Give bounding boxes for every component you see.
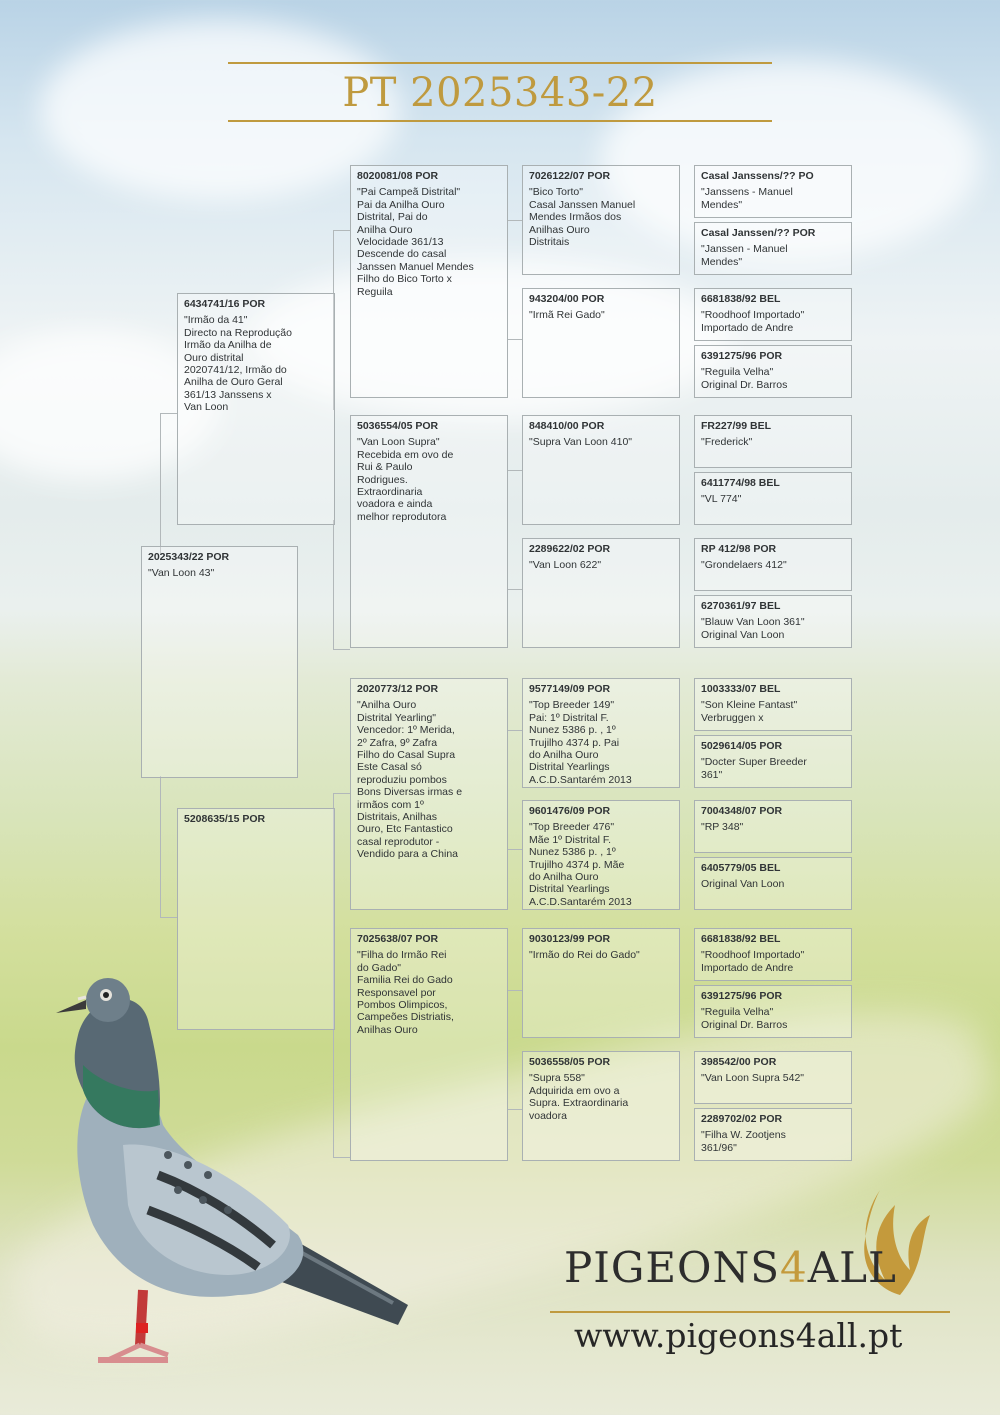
connector-line xyxy=(507,220,522,340)
ring-number: 398542/00 POR xyxy=(701,1056,777,1068)
grandparent-card xyxy=(350,415,508,648)
logo-text-four: 4 xyxy=(780,1243,808,1292)
ancestor-card xyxy=(694,735,852,788)
ancestor-card xyxy=(694,800,852,853)
ring-number: Casal Janssens/?? PO xyxy=(701,170,814,182)
ancestor-card xyxy=(694,538,852,591)
ancestor-card xyxy=(694,472,852,525)
ring-number: 7026122/07 POR xyxy=(529,170,611,182)
ancestor-card xyxy=(694,678,852,731)
connector-line xyxy=(507,730,522,850)
pigeon-description: "Bico Torto" Casal Janssen Manuel Mendes Irmãos dos Anilhas Ouro Distritais xyxy=(529,186,636,249)
logo-rule xyxy=(550,1311,950,1313)
connector-line xyxy=(333,520,350,650)
great-grandparent-card xyxy=(522,800,680,910)
pigeon-description: "Supra Van Loon 410" xyxy=(529,436,633,449)
ancestor-card xyxy=(694,1051,852,1104)
grandparent-card xyxy=(350,165,508,398)
ancestor-card xyxy=(694,165,852,218)
page-title: PT 2025343-22 xyxy=(342,70,658,116)
ancestor-card xyxy=(694,928,852,981)
pigeon-description: "Roodhoof Importado" Importado de Andre xyxy=(701,309,805,334)
ring-number: 2289622/02 POR xyxy=(529,543,611,555)
great-grandparent-card xyxy=(522,1051,680,1161)
connector-line xyxy=(160,413,178,555)
pigeon-description: "Reguila Velha" Original Dr. Barros xyxy=(701,366,788,391)
pigeon-description: "Frederick" xyxy=(701,436,753,449)
pedigree-subject-card xyxy=(141,546,298,778)
ring-number: 6681838/92 BEL xyxy=(701,933,781,945)
great-grandparent-card xyxy=(522,415,680,525)
great-grandparent-card xyxy=(522,928,680,1038)
ring-number: 6681838/92 BEL xyxy=(701,293,781,305)
ring-number: 6434741/16 POR xyxy=(184,298,266,310)
ring-number: 6405779/05 BEL xyxy=(701,862,781,874)
pigeon-description: "Janssens - Manuel Mendes" xyxy=(701,186,793,211)
pigeon-description: "Filha do Irmão Rei do Gado" Familia Rei do Gado Responsavel por Pombos Olimpicos, Campeões Distriatis, Anilhas Ouro xyxy=(357,949,454,1036)
ring-number: 2020773/12 POR xyxy=(357,683,439,695)
connector-line xyxy=(507,470,522,590)
connector-line xyxy=(333,230,350,410)
ring-number: 6411774/98 BEL xyxy=(701,477,780,489)
ring-number: 5036554/05 POR xyxy=(357,420,439,432)
title-rule-top xyxy=(228,62,772,64)
pigeon-description: "Van Loon Supra 542" xyxy=(701,1072,805,1085)
pigeon-description: "Roodhoof Importado" Importado de Andre xyxy=(701,949,805,974)
pigeon-description: "Irmã Rei Gado" xyxy=(529,309,605,322)
pigeon-description: "Top Breeder 476" Mãe 1º Distrital F. Nunez 5386 p. , 1º Trujilho 4374 p. Mãe do Anilha Ouro Distrital Yearlings A.C.D.Santarém 2013 xyxy=(529,821,632,908)
pigeon-description: "VL 774" xyxy=(701,493,742,506)
great-grandparent-card xyxy=(522,288,680,398)
ring-number: 6270361/97 BEL xyxy=(701,600,781,612)
ring-number: 5208635/15 POR xyxy=(184,813,266,825)
pigeon-illustration xyxy=(48,975,408,1375)
ring-number: 8020081/08 POR xyxy=(357,170,439,182)
great-grandparent-card xyxy=(522,678,680,788)
ring-number: 7025638/07 POR xyxy=(357,933,439,945)
pigeon-description: "Irmão da 41" Directo na Reprodução Irmão da Anilha de Ouro distrital 2020741/12, Irmão do Anilha de Ouro Geral 361/13 Janssens x Van Loon xyxy=(184,314,292,414)
connector-line xyxy=(507,990,522,1110)
ancestor-card xyxy=(694,415,852,468)
grandparent-card xyxy=(350,678,508,910)
logo-wordmark xyxy=(564,1243,897,1292)
pigeon-description: "Top Breeder 149" Pai: 1º Distrital F. Nunez 5386 p. , 1º Trujilho 4374 p. Pai do Anilha Ouro Distrital Yearlings A.C.D.Santarém 2013 xyxy=(529,699,632,786)
ring-number: 9030123/99 POR xyxy=(529,933,611,945)
pigeon-description: "Janssen - Manuel Mendes" xyxy=(701,243,788,268)
sire-card xyxy=(177,293,335,525)
ring-number: 848410/00 POR xyxy=(529,420,605,432)
pigeon-description: "Reguila Velha" Original Dr. Barros xyxy=(701,1006,788,1031)
ring-number: 2025343/22 POR xyxy=(148,551,230,563)
ancestor-card xyxy=(694,288,852,341)
ring-number: 2289702/02 POR xyxy=(701,1113,783,1125)
ring-number: 5036558/05 POR xyxy=(529,1056,611,1068)
ancestor-card xyxy=(694,857,852,910)
ring-number: FR227/99 BEL xyxy=(701,420,772,432)
ring-number: 7004348/07 POR xyxy=(701,805,783,817)
pigeon-description: "Grondelaers 412" xyxy=(701,559,787,572)
ring-number: RP 412/98 POR xyxy=(701,543,777,555)
connector-line xyxy=(160,776,178,918)
ring-number: Casal Janssen/?? POR xyxy=(701,227,816,239)
ring-number: 9577149/09 POR xyxy=(529,683,611,695)
pigeon-description: "Pai Campeã Distrital" Pai da Anilha Ouro Distrital, Pai do Anilha Ouro Velocidade 361/13 Descende do casal Janssen Manuel Mendes Filho do Bico Torto x Reguila xyxy=(357,186,474,298)
logo-text-pigeons: PIGEONS xyxy=(564,1243,781,1292)
title-block xyxy=(228,62,772,122)
logo-text-all: ALL xyxy=(807,1243,897,1292)
pigeon-description: "Supra 558" Adquirida em ovo a Supra. Extraordinaria voadora xyxy=(529,1072,629,1122)
pigeon-description: "Van Loon 622" xyxy=(529,559,602,572)
pigeon-description: "Blauw Van Loon 361" Original Van Loon xyxy=(701,616,805,641)
ring-number: 6391275/96 POR xyxy=(701,350,783,362)
ring-number: 5029614/05 POR xyxy=(701,740,783,752)
ancestor-card xyxy=(694,595,852,648)
ring-number: 1003333/07 BEL xyxy=(701,683,781,695)
ancestor-card xyxy=(694,345,852,398)
pigeon-description: "Anilha Ouro Distrital Yearling" Vencedor: 1º Merida, 2º Zafra, 9º Zafra Filho do Casal Supra Este Casal só reproduziu pombos Bons Diversas irmas e irmãos com 1º Distritais, Anilhas Ouro, Etc Fantastico casal reprodutor - Vendido para a China xyxy=(357,699,463,861)
pigeon-description: "Irmão do Rei do Gado" xyxy=(529,949,640,962)
pigeon-description: "RP 348" xyxy=(701,821,744,834)
title-rule-bottom xyxy=(228,120,772,122)
website-url[interactable]: www.pigeons4all.pt xyxy=(574,1316,903,1355)
pigeon-description: "Docter Super Breeder 361" xyxy=(701,756,807,781)
ancestor-card xyxy=(694,985,852,1038)
ring-number: 943204/00 POR xyxy=(529,293,605,305)
pigeon-description: "Van Loon 43" xyxy=(148,567,215,580)
pigeon-description: Original Van Loon xyxy=(701,878,785,891)
ancestor-card xyxy=(694,1108,852,1161)
great-grandparent-card xyxy=(522,538,680,648)
great-grandparent-card xyxy=(522,165,680,275)
ring-number: 6391275/96 POR xyxy=(701,990,783,1002)
pigeon-description: "Van Loon Supra" Recebida em ovo de Rui & Paulo Rodrigues. Extraordinaria voadora e ainda melhor reprodutora xyxy=(357,436,454,523)
ring-number: 9601476/09 POR xyxy=(529,805,611,817)
pigeon-description: "Filha W. Zootjens 361/96" xyxy=(701,1129,786,1154)
pigeon-description: "Son Kleine Fantast" Verbruggen x xyxy=(701,699,798,724)
ancestor-card xyxy=(694,222,852,275)
